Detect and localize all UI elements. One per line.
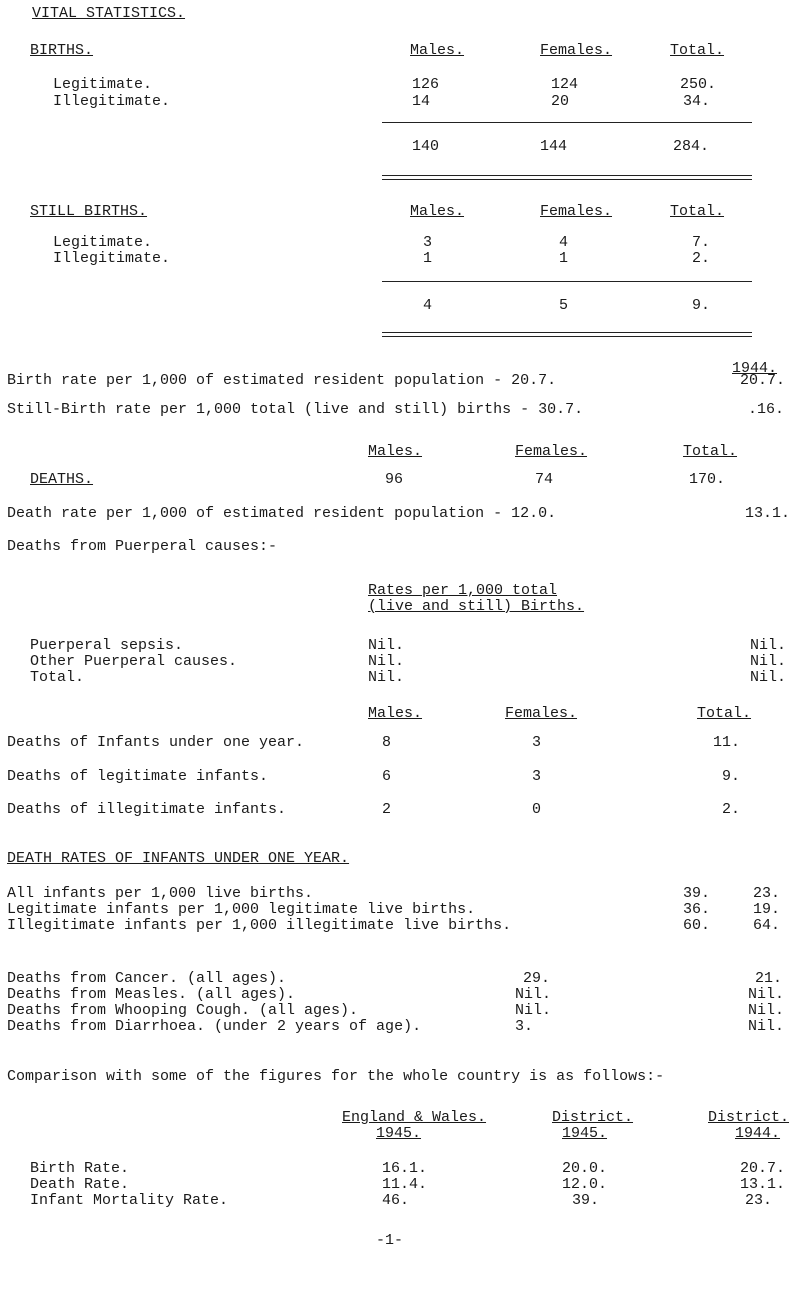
births-divider [382, 122, 752, 123]
still-births-row-total: 7. [692, 234, 711, 251]
idr-row-1944: 23. [753, 885, 781, 902]
birth-rate-text: Birth rate per 1,000 of estimated resident population - 20.7. [7, 372, 557, 389]
still-births-row-males: 3 [423, 234, 433, 251]
puerperal-row-rate: Nil. [368, 653, 405, 670]
still-births-total-females: 5 [559, 297, 569, 314]
births-heading: BIRTHS. [30, 42, 94, 59]
comparison-row-d1944: 23. [745, 1192, 773, 1209]
infant-row-total: 11. [713, 734, 741, 751]
deaths-col-total: Total. [683, 443, 738, 460]
idr-row-label: All infants per 1,000 live births. [7, 885, 314, 902]
comparison-col3-year: 1944. [735, 1125, 781, 1142]
births-double-rule [382, 175, 752, 180]
comparison-row-d1945: 20.0. [562, 1160, 608, 1177]
still-births-double-rule [382, 332, 752, 337]
deaths-males: 96 [385, 471, 404, 488]
still-births-col-females: Females. [540, 203, 613, 220]
comparison-row-d1944: 20.7. [740, 1160, 786, 1177]
idr-row-1944: 64. [753, 917, 781, 934]
idr-row-1944: 19. [753, 901, 781, 918]
deaths-col-males: Males. [368, 443, 423, 460]
infant-row-males: 2 [382, 801, 392, 818]
idr-row-1945: 39. [683, 885, 711, 902]
comparison-row-ew: 46. [382, 1192, 410, 1209]
still-births-heading: STILL BIRTHS. [30, 203, 148, 220]
still-births-row-label: Legitimate. [53, 234, 153, 251]
cause-row-1945: 3. [515, 1018, 534, 1035]
deaths-total: 170. [689, 471, 726, 488]
comparison-row-ew: 11.4. [382, 1176, 428, 1193]
page-title: VITAL STATISTICS. [32, 5, 186, 22]
still-births-col-total: Total. [670, 203, 725, 220]
comparison-col1-year: 1945. [376, 1125, 422, 1142]
comparison-col2-year: 1945. [562, 1125, 608, 1142]
still-births-row-females: 4 [559, 234, 569, 251]
still-births-row-males: 1 [423, 250, 433, 267]
births-total-females: 144 [540, 138, 568, 155]
cause-row-1944: Nil. [748, 1002, 785, 1019]
deaths-heading: DEATHS. [30, 471, 94, 488]
infant-row-males: 6 [382, 768, 392, 785]
puerperal-row-1944: Nil. [750, 669, 787, 686]
infant-row-total: 2. [722, 801, 741, 818]
still-births-divider [382, 281, 752, 282]
births-row-females: 124 [551, 76, 579, 93]
deaths-col-females: Females. [515, 443, 588, 460]
infant-col-females: Females. [505, 705, 578, 722]
births-row-females: 20 [551, 93, 570, 110]
puerperal-row-label: Puerperal sepsis. [30, 637, 184, 654]
cause-row-1944: Nil. [748, 1018, 785, 1035]
comparison-row-label: Infant Mortality Rate. [30, 1192, 229, 1209]
infant-col-males: Males. [368, 705, 423, 722]
cause-row-1945: Nil. [515, 986, 552, 1003]
deaths-females: 74 [535, 471, 554, 488]
idr-row-1945: 60. [683, 917, 711, 934]
comparison-col1-name: England & Wales. [342, 1109, 487, 1126]
year-1944-header: 1944. [732, 360, 778, 377]
still-birth-rate-1944: .16. [748, 401, 785, 418]
infant-col-total: Total. [697, 705, 752, 722]
still-birth-rate-text: Still-Birth rate per 1,000 total (live and still) births - 30.7. [7, 401, 584, 418]
idr-row-label: Illegitimate infants per 1,000 illegitimate live births. [7, 917, 512, 934]
cause-row-label: Deaths from Cancer. (all ages). [7, 970, 287, 987]
comparison-row-d1945: 39. [572, 1192, 600, 1209]
infant-row-total: 9. [722, 768, 741, 785]
comparison-intro: Comparison with some of the figures for the whole country is as follows:- [7, 1068, 665, 1085]
puerperal-row-1944: Nil. [750, 637, 787, 654]
comparison-row-ew: 16.1. [382, 1160, 428, 1177]
comparison-row-d1945: 12.0. [562, 1176, 608, 1193]
still-births-row-females: 1 [559, 250, 569, 267]
page-number: -1- [376, 1232, 404, 1249]
infant-row-label: Deaths of Infants under one year. [7, 734, 305, 751]
births-row-total: 250. [680, 76, 717, 93]
rates-header-line1: Rates per 1,000 total [368, 582, 558, 599]
births-col-males: Males. [410, 42, 465, 59]
death-rate-text: Death rate per 1,000 of estimated resident population - 12.0. [7, 505, 557, 522]
births-col-females: Females. [540, 42, 613, 59]
births-row-males: 126 [412, 76, 440, 93]
puerperal-row-label: Total. [30, 669, 85, 686]
births-total-males: 140 [412, 138, 440, 155]
death-rate-1944: 13.1. [745, 505, 791, 522]
birth-rate-1944: 20.7. [740, 372, 786, 389]
idr-row-label: Legitimate infants per 1,000 legitimate live births. [7, 901, 476, 918]
infant-row-females: 0 [532, 801, 542, 818]
puerperal-row-rate: Nil. [368, 637, 405, 654]
comparison-row-label: Death Rate. [30, 1176, 130, 1193]
still-births-row-total: 2. [692, 250, 711, 267]
infant-row-label: Deaths of legitimate infants. [7, 768, 269, 785]
puerperal-heading: Deaths from Puerperal causes:- [7, 538, 278, 555]
cause-row-1945: Nil. [515, 1002, 552, 1019]
still-births-row-label: Illegitimate. [53, 250, 171, 267]
births-col-total: Total. [670, 42, 725, 59]
puerperal-row-label: Other Puerperal causes. [30, 653, 238, 670]
infant-row-females: 3 [532, 734, 542, 751]
births-row-males: 14 [412, 93, 431, 110]
cause-row-label: Deaths from Whooping Cough. (all ages). [7, 1002, 359, 1019]
births-total-total: 284. [673, 138, 710, 155]
still-births-total-males: 4 [423, 297, 433, 314]
comparison-row-label: Birth Rate. [30, 1160, 130, 1177]
comparison-col3-name: District. [708, 1109, 790, 1126]
cause-row-label: Deaths from Measles. (all ages). [7, 986, 296, 1003]
infant-row-females: 3 [532, 768, 542, 785]
puerperal-row-1944: Nil. [750, 653, 787, 670]
infant-row-males: 8 [382, 734, 392, 751]
comparison-col2-name: District. [552, 1109, 634, 1126]
idr-row-1945: 36. [683, 901, 711, 918]
cause-row-1944: Nil. [748, 986, 785, 1003]
rates-header-line2: (live and still) Births. [368, 598, 585, 615]
cause-row-label: Deaths from Diarrhoea. (under 2 years of age). [7, 1018, 422, 1035]
cause-row-1944: 21. [755, 970, 783, 987]
births-row-total: 34. [683, 93, 711, 110]
infant-death-rates-heading: DEATH RATES OF INFANTS UNDER ONE YEAR. [7, 850, 350, 867]
cause-row-1945: 29. [523, 970, 551, 987]
puerperal-row-rate: Nil. [368, 669, 405, 686]
infant-row-label: Deaths of illegitimate infants. [7, 801, 287, 818]
still-births-col-males: Males. [410, 203, 465, 220]
births-row-label: Illegitimate. [53, 93, 171, 110]
births-row-label: Legitimate. [53, 76, 153, 93]
still-births-total-total: 9. [692, 297, 711, 314]
comparison-row-d1944: 13.1. [740, 1176, 786, 1193]
